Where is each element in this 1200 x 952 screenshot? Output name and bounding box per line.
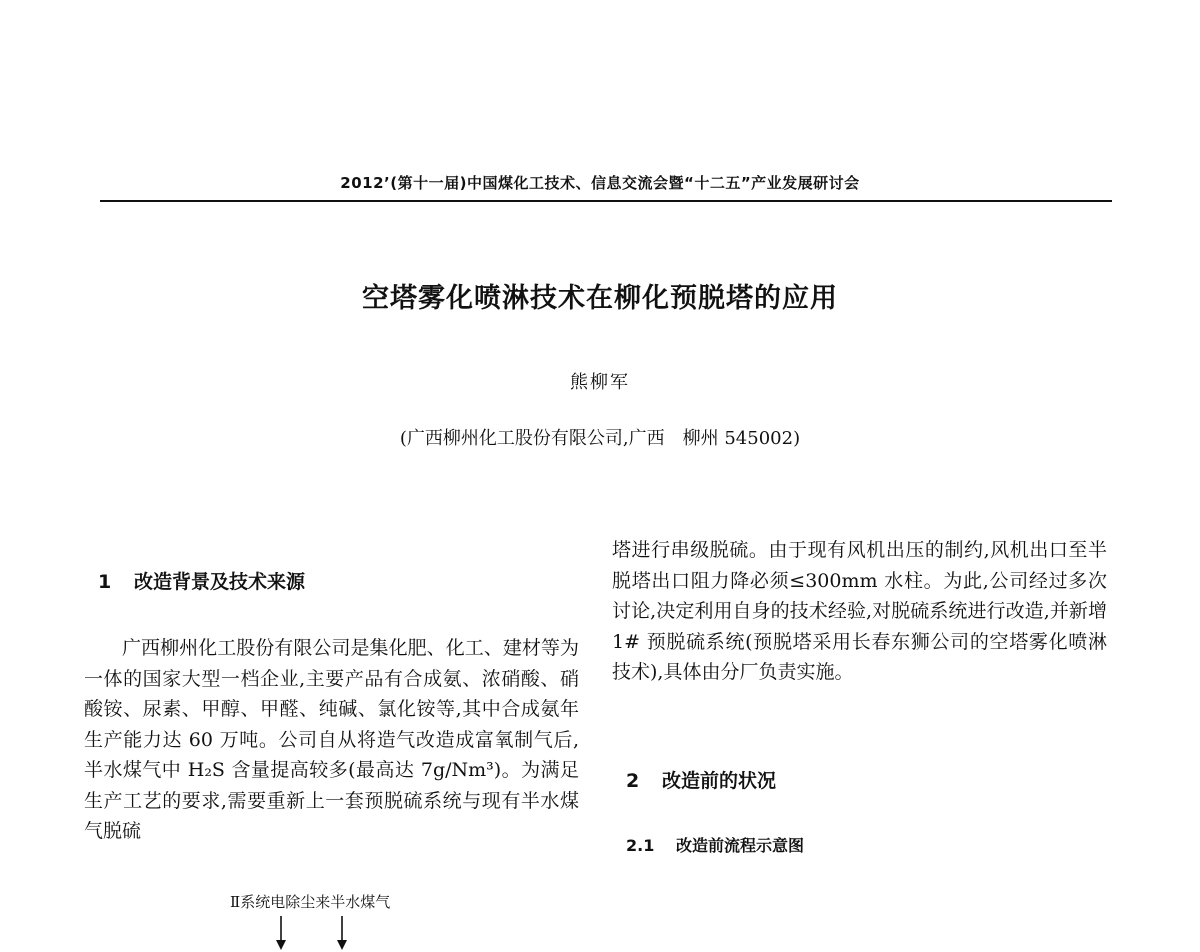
section-title: 改造前的状况 [662, 770, 777, 792]
section-number: 1 [98, 571, 112, 593]
header-rule [100, 200, 1112, 202]
body-paragraph-left: 广西柳州化工股份有限公司是集化肥、化工、建材等为一体的国家大型一档企业,主要产品有合成氨、浓硝酸、硝酸铵、尿素、甲醇、甲醛、纯碱、氯化铵等,其中合成氨年生产能力达 60 万吨。公司自从将造气改造成富氧制气后,半水煤气中 H₂S 含量提高较多(最高达 7g/Nm³)。为满足生产工艺的要求,需要重新上一套预脱硫系统与现有半水煤气脱硫 [84, 637, 579, 842]
subsection-number: 2.1 [626, 836, 655, 855]
author-name: 熊柳军 [570, 372, 630, 393]
body-paragraph-right: 塔进行串级脱硫。由于现有风机出压的制约,风机出口至半脱塔出口阻力降必须≤300mm 水柱。为此,公司经过多次讨论,决定利用自身的技术经验,对脱硫系统进行改造,并新增 1# 预脱硫系统(预脱塔采用长春东狮公司的空塔雾化喷淋技术),具体由分厂负责实施。 [612, 539, 1107, 683]
subsection-2-1-heading [626, 833, 804, 856]
flow-arrow-down-icon [274, 916, 288, 952]
section-2-heading [626, 766, 776, 793]
subsection-title: 改造前流程示意图 [676, 836, 805, 855]
section-title: 改造背景及技术来源 [134, 571, 306, 593]
section-1-heading [98, 567, 305, 594]
section-number: 2 [626, 770, 640, 792]
running-header: 2012’(第十一届)中国煤化工技术、信息交流会暨“十二五”产业发展研讨会 [340, 174, 860, 192]
author-affiliation: (广西柳州化工股份有限公司,广西 柳州 545002) [399, 428, 801, 449]
paper-title: 空塔雾化喷淋技术在柳化预脱塔的应用 [362, 283, 838, 314]
figure-input-label: Ⅱ系统电除尘来半水煤气 [230, 893, 391, 911]
flow-arrow-down-icon [335, 916, 349, 952]
